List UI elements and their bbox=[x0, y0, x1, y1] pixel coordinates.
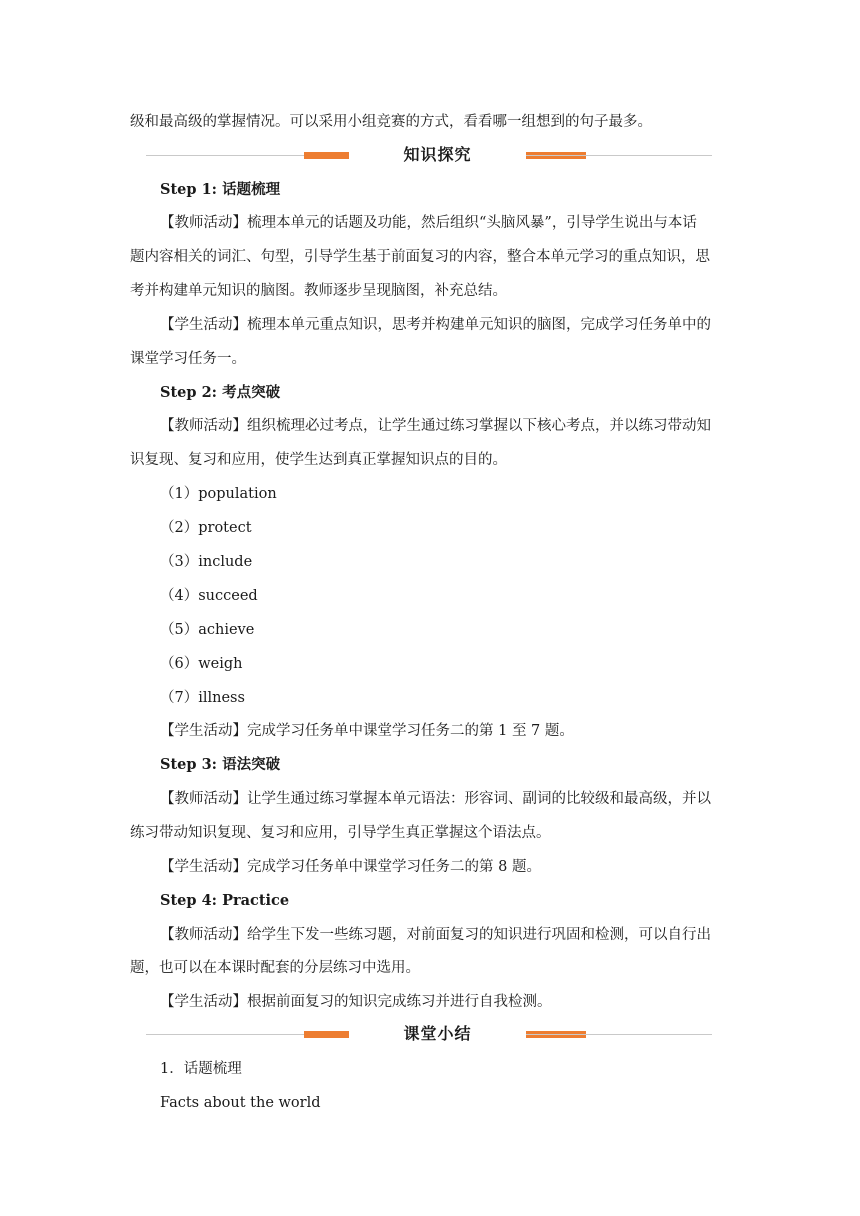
step1-student-line: 【学生活动】梳理本单元重点知识，思考并构建单元知识的脑图，完成学习任务单中的 bbox=[160, 317, 711, 333]
step1-teacher-line: 题内容相关的词汇、句型，引导学生基于前面复习的内容，整合本单元学习的重点知识，思 bbox=[130, 249, 710, 265]
intro-line: 级和最高级的掌握情况。可以采用小组竞赛的方式，看看哪一组想到的句子最多。 bbox=[130, 114, 652, 130]
step4-student-line: 【学生活动】根据前面复习的知识完成练习并进行自我检测。 bbox=[160, 994, 552, 1010]
step2-student-line: 【学生活动】完成学习任务单中课堂学习任务二的第 1 至 7 题。 bbox=[160, 723, 574, 739]
section-header-explore bbox=[146, 143, 712, 169]
divider-right bbox=[526, 1034, 712, 1035]
step4-heading: Step 4: Practice bbox=[160, 892, 290, 909]
key-point-item: （6）weigh bbox=[160, 656, 243, 672]
step3-heading: Step 3: 语法突破 bbox=[160, 756, 281, 773]
step3-teacher-line: 练习带动知识复现、复习和应用，引导学生真正掌握这个语法点。 bbox=[130, 825, 551, 841]
summary-item: 1．话题梳理 bbox=[160, 1061, 242, 1077]
key-point-item: （4）succeed bbox=[160, 588, 258, 604]
accent-bar-left bbox=[304, 152, 349, 159]
step4-teacher-line: 【教师活动】给学生下发一些练习题，对前面复习的知识进行巩固和检测，可以自行出 bbox=[160, 927, 711, 943]
step1-teacher-line: 【教师活动】梳理本单元的话题及功能，然后组织“头脑风暴”，引导学生说出与本话 bbox=[160, 215, 697, 231]
step2-heading: Step 2: 考点突破 bbox=[160, 384, 281, 401]
section-header-summary bbox=[146, 1022, 712, 1048]
key-point-item: （7）illness bbox=[160, 690, 245, 706]
step1-student-line: 课堂学习任务一。 bbox=[130, 351, 246, 367]
key-point-item: （5）achieve bbox=[160, 622, 255, 638]
step3-student-line: 【学生活动】完成学习任务单中课堂学习任务二的第 8 题。 bbox=[160, 859, 541, 875]
divider-right bbox=[526, 155, 712, 156]
section-title: 知识探究 bbox=[403, 145, 472, 164]
step4-teacher-line: 题，也可以在本课时配套的分层练习中选用。 bbox=[130, 960, 420, 976]
divider-left bbox=[146, 1034, 306, 1035]
summary-subitem: Facts about the world bbox=[160, 1095, 321, 1111]
step1-teacher-line: 考并构建单元知识的脑图。教师逐步呈现脑图，补充总结。 bbox=[130, 283, 507, 299]
step3-teacher-line: 【教师活动】让学生通过练习掌握本单元语法：形容词、副词的比较级和最高级，并以 bbox=[160, 791, 711, 807]
step2-teacher-line: 【教师活动】组织梳理必过考点，让学生通过练习掌握以下核心考点，并以练习带动知 bbox=[160, 418, 711, 434]
key-point-item: （3）include bbox=[160, 554, 253, 570]
section-title: 课堂小结 bbox=[403, 1024, 472, 1043]
step2-teacher-line: 识复现、复习和应用，使学生达到真正掌握知识点的目的。 bbox=[130, 452, 507, 468]
step1-heading: Step 1: 话题梳理 bbox=[160, 181, 281, 198]
key-point-item: （1）population bbox=[160, 486, 277, 502]
key-point-item: （2）protect bbox=[160, 520, 252, 536]
accent-bar-left bbox=[304, 1031, 349, 1038]
divider-left bbox=[146, 155, 306, 156]
